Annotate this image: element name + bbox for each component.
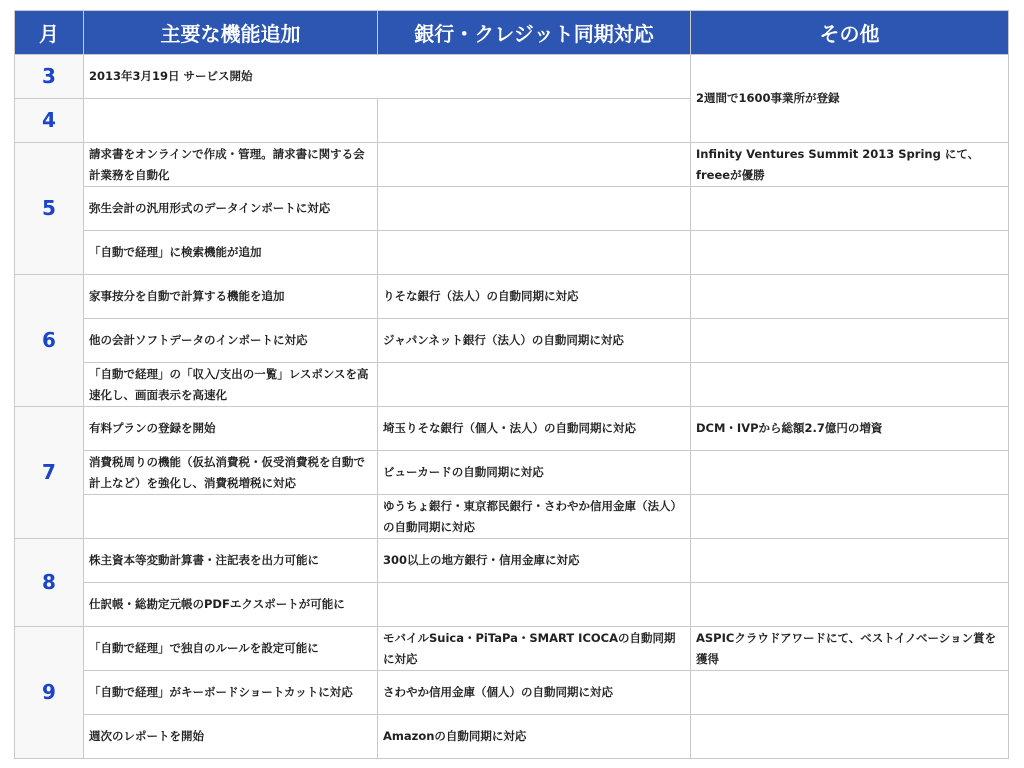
- other-cell: [691, 495, 1009, 539]
- table-row: [15, 583, 1009, 627]
- feature-cell: 請求書をオンラインで作成・管理。請求書に関する会計業務を自動化: [84, 143, 378, 187]
- feature-cell: [84, 99, 378, 143]
- table-row: [15, 671, 1009, 715]
- month-cell: 4: [15, 99, 84, 143]
- bank-cell: りそな銀行（法人）の自動同期に対応: [378, 275, 691, 319]
- feature-cell: 「自動で経理」がキーボードショートカットに対応: [84, 671, 378, 715]
- other-cell: [691, 275, 1009, 319]
- bank-cell: [378, 143, 691, 187]
- other-cell: ASPICクラウドアワードにて、ベストイノベーション賞を獲得: [691, 627, 1009, 671]
- bank-cell: [378, 583, 691, 627]
- table-row: [15, 715, 1009, 759]
- feature-cell: 「自動で経理」に検索機能が追加: [84, 231, 378, 275]
- other-cell: [691, 231, 1009, 275]
- table-row: [15, 363, 1009, 407]
- other-cell: [691, 715, 1009, 759]
- other-cell: Infinity Ventures Summit 2013 Spring にて、freeeが優勝: [691, 143, 1009, 187]
- month-cell: 8: [15, 539, 84, 627]
- other-cell: 2週間で1600事業所が登録: [691, 55, 1009, 143]
- table-row: [15, 187, 1009, 231]
- table-row: [15, 539, 1009, 583]
- month-cell: 5: [15, 143, 84, 275]
- header-month: 月: [15, 11, 84, 55]
- table-row: [15, 55, 1009, 99]
- other-cell: [691, 451, 1009, 495]
- other-cell: [691, 671, 1009, 715]
- bank-cell: さわやか信用金庫（個人）の自動同期に対応: [378, 671, 691, 715]
- month-cell: 9: [15, 627, 84, 759]
- bank-cell: [378, 363, 691, 407]
- feature-cell: [84, 495, 378, 539]
- feature-cell: 株主資本等変動計算書・注記表を出力可能に: [84, 539, 378, 583]
- bank-cell: [378, 99, 691, 143]
- table-row: [15, 143, 1009, 187]
- table-row: [15, 319, 1009, 363]
- bank-cell: ビューカードの自動同期に対応: [378, 451, 691, 495]
- table-row: [15, 451, 1009, 495]
- table-row: [15, 407, 1009, 451]
- month-cell: 7: [15, 407, 84, 539]
- month-cell: 3: [15, 55, 84, 99]
- feature-cell: 2013年3月19日 サービス開始: [84, 55, 691, 99]
- feature-cell: 他の会計ソフトデータのインポートに対応: [84, 319, 378, 363]
- other-cell: [691, 319, 1009, 363]
- table-row: [15, 495, 1009, 539]
- feature-cell: 家事按分を自動で計算する機能を追加: [84, 275, 378, 319]
- timeline-table: [14, 10, 1009, 759]
- other-cell: DCM・IVPから総額2.7億円の増資: [691, 407, 1009, 451]
- bank-cell: ジャパンネット銀行（法人）の自動同期に対応: [378, 319, 691, 363]
- month-cell: 6: [15, 275, 84, 407]
- feature-cell: 仕訳帳・総勘定元帳のPDFエクスポートが可能に: [84, 583, 378, 627]
- other-cell: [691, 583, 1009, 627]
- bank-cell: 埼玉りそな銀行（個人・法人）の自動同期に対応: [378, 407, 691, 451]
- bank-cell: 300以上の地方銀行・信用金庫に対応: [378, 539, 691, 583]
- header-bank: 銀行・クレジット同期対応: [378, 11, 691, 55]
- header-other: その他: [691, 11, 1009, 55]
- feature-cell: 週次のレポートを開始: [84, 715, 378, 759]
- other-cell: [691, 539, 1009, 583]
- table-row: [15, 275, 1009, 319]
- feature-cell: 「自動で経理」で独自のルールを設定可能に: [84, 627, 378, 671]
- other-cell: [691, 187, 1009, 231]
- feature-cell: 消費税周りの機能（仮払消費税・仮受消費税を自動で計上など）を強化し、消費税増税に対応: [84, 451, 378, 495]
- bank-cell: [378, 187, 691, 231]
- header-row: [15, 11, 1009, 55]
- table-row: [15, 231, 1009, 275]
- feature-cell: 有料プランの登録を開始: [84, 407, 378, 451]
- bank-cell: ゆうちょ銀行・東京都民銀行・さわやか信用金庫（法人）の自動同期に対応: [378, 495, 691, 539]
- table-row: [15, 627, 1009, 671]
- bank-cell: モバイルSuica・PiTaPa・SMART ICOCAの自動同期に対応: [378, 627, 691, 671]
- header-features: 主要な機能追加: [84, 11, 378, 55]
- feature-cell: 弥生会計の汎用形式のデータインポートに対応: [84, 187, 378, 231]
- other-cell: [691, 363, 1009, 407]
- feature-cell: 「自動で経理」の「収入/支出の一覧」レスポンスを高速化し、画面表示を高速化: [84, 363, 378, 407]
- bank-cell: Amazonの自動同期に対応: [378, 715, 691, 759]
- bank-cell: [378, 231, 691, 275]
